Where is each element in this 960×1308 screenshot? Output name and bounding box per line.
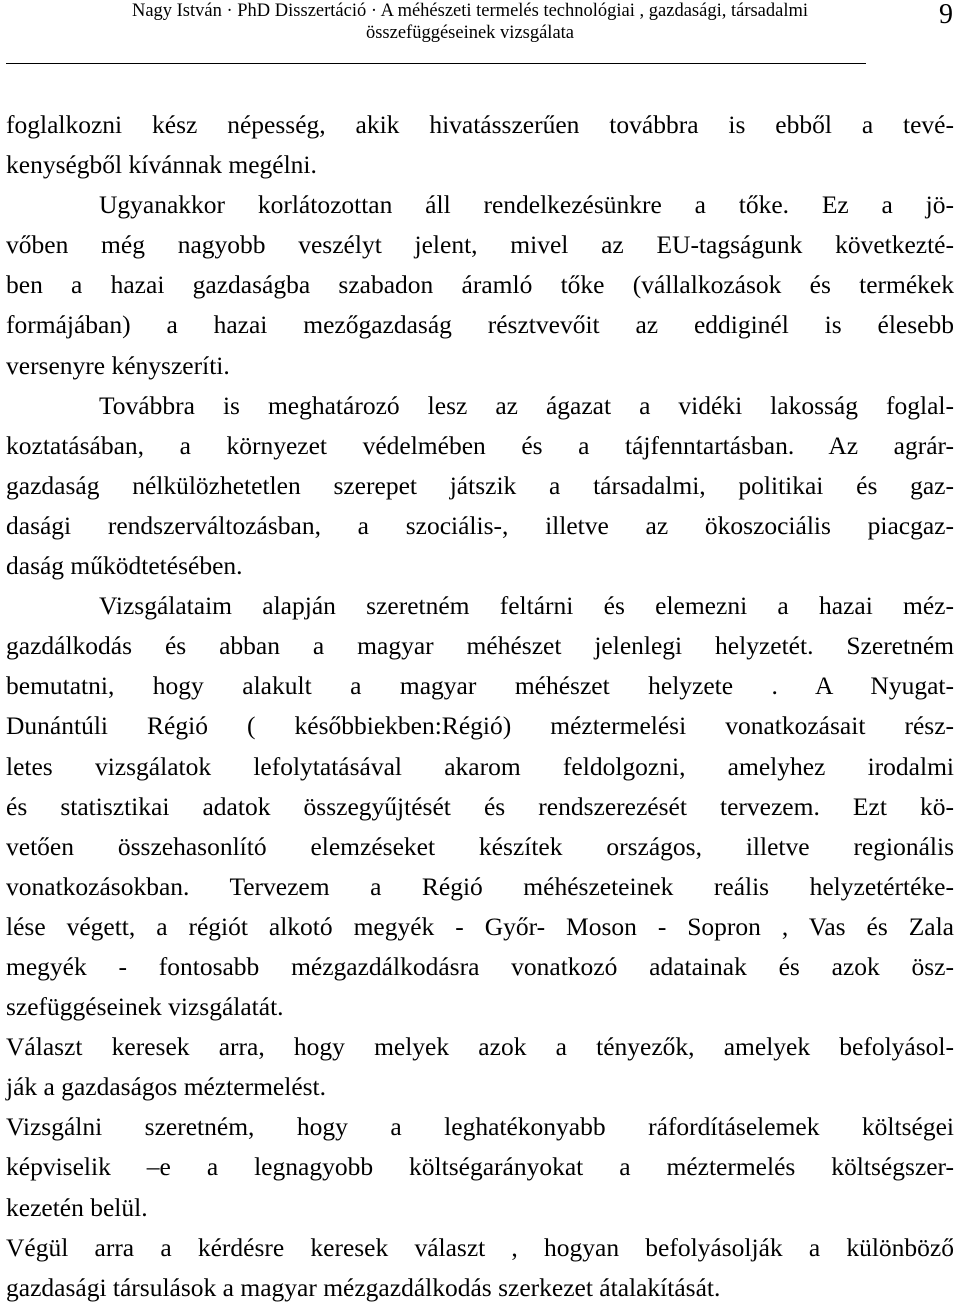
text-line: Dunántúli Régió ( későbbiekben:Régió) méztermelési vonatkozásait rész-	[6, 711, 954, 741]
text-line: Ugyanakkor korlátozottan áll rendelkezésünkre a tőke. Ez a jö-	[99, 190, 954, 220]
text-line: ben a hazai gazdaságba szabadon áramló tőke (vállalkozások és termékek	[6, 270, 954, 300]
text-line: koztatásában, a környezet védelmében és a tájfenntartásban. Az agrár-	[6, 430, 954, 460]
text-line: kezetén belül.	[6, 1192, 148, 1222]
text-line: bemutatni, hogy alakult a magyar méhészet helyzete . A Nyugat-	[6, 671, 954, 701]
body-text	[6, 105, 954, 1308]
text-line: gazdasági társulások a magyar mézgazdálkodás szerkezet átalakítását.	[6, 1272, 721, 1302]
text-line: dasági rendszerváltozásban, a szociális-, illetve az ökoszociális piacgaz-	[6, 510, 954, 540]
text-line: Vizsgálni szeretném, hogy a leghatékonyabb ráfordításelemek költségei	[6, 1112, 954, 1142]
text-line: Választ keresek arra, hogy melyek azok a tényezők, amelyek befolyásol-	[6, 1032, 954, 1062]
text-line: Vizsgálataim alapján szeretném feltárni és elemezni a hazai méz-	[99, 591, 954, 621]
text-line: Végül arra a kérdésre keresek választ , hogyan befolyásolják a különböző	[6, 1232, 954, 1262]
text-line: versenyre kényszeríti.	[6, 350, 230, 380]
text-line: formájában) a hazai mezőgazdaság résztvevőit az eddiginél is élesebb	[6, 310, 954, 340]
text-line: képviselik –e a legnagyobb költségarányokat a méztermelés költségszer-	[6, 1152, 954, 1182]
header-title-line-1: Nagy István · PhD Disszertáció · A méhészeti termelés technológiai , gazdasági, társadalmi	[131, 1, 809, 21]
text-line: gazdálkodás és abban a magyar méhészet jelenlegi helyzetét. Szeretném	[6, 631, 954, 661]
page-number: 9	[939, 0, 953, 30]
text-line: gazdaság nélkülözhetetlen szerepet játszik a társadalmi, politikai és gaz-	[6, 470, 954, 500]
header-title-line-2: összefüggéseinek vizsgálata	[365, 23, 575, 43]
text-line: letes vizsgálatok lefolytatásával akarom feldolgozni, amelyhez irodalmi	[6, 751, 954, 781]
text-line: vonatkozásokban. Tervezem a Régió méhészeteinek reális helyzetértéke-	[6, 871, 954, 901]
text-line: kenységből kívánnak megélni.	[6, 150, 317, 180]
text-line: vetően összehasonlító elemzéseket készítek országos, illetve regionális	[6, 831, 954, 861]
text-line: foglalkozni kész népesség, akik hivatásszerűen továbbra is ebből a tevé-	[6, 110, 954, 139]
page-header	[0, 0, 960, 70]
text-line: megyék - fontosabb mézgazdálkodásra vonatkozó adatainak és azok ösz-	[6, 951, 954, 981]
text-line: ják a gazdaságos méztermelést.	[6, 1072, 327, 1102]
text-line: lése végett, a régiót alkotó megyék - Győr- Moson - Sopron , Vas és Zala	[6, 911, 954, 941]
header-rule	[6, 63, 866, 64]
text-line: vőben még nagyobb veszélyt jelent, mivel az EU-tagságunk következté-	[6, 230, 954, 260]
text-line: Továbbra is meghatározó lesz az ágazat a vidéki lakosság foglal-	[99, 390, 954, 420]
text-line: daság működtetésében.	[6, 551, 243, 581]
text-line: szefüggéseinek vizsgálatát.	[6, 992, 284, 1022]
text-line: és statisztikai adatok összegyűjtését és rendszerezését tervezem. Ezt kö-	[6, 791, 954, 821]
